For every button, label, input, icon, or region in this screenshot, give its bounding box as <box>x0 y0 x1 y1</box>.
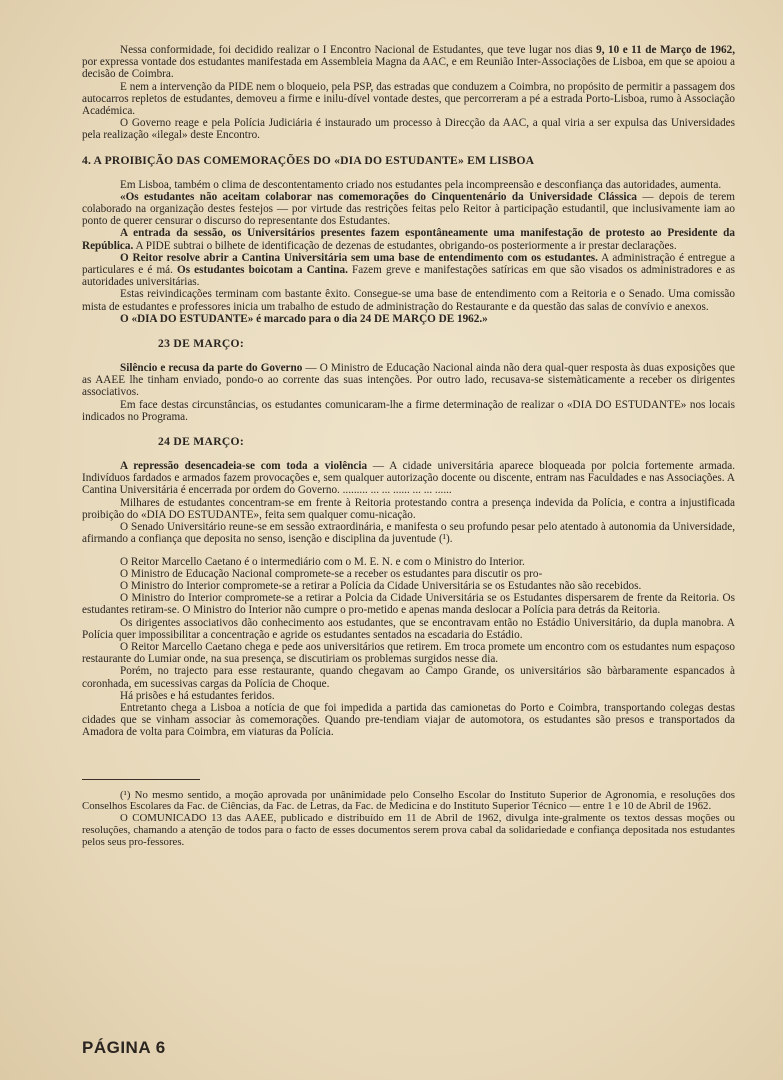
paragraph-mi-compromete-2: O Ministro do Interior compromete-se a retirar a Polcia da Cidade Universitária se os Estudantes dispersarem de frente da Reitoria. Os estudantes retiram-se. O Ministro do Interior não cumpre o pro-metido e apenas manda deslocar a Polícia para detrás da Reitoria. <box>82 592 735 617</box>
paragraph-mi-compromete-1: O Ministro do Interior compromete-se a retirar a Polícia da Cidade Universitária se os Estudantes não são recebidos. <box>120 579 642 592</box>
paragraph-governo-reage: O Governo reage e pela Polícia Judiciária é instaurado um processo à Direcção da AAC, a qual viria a ser expulsa das Universidades pela realização «ilegal» deste Encontro. <box>82 117 735 142</box>
footnote-divider <box>82 779 200 780</box>
paragraph-trajecto: Porém, no trajecto para esse restaurante, quando chegavam ao Campo Grande, os universitários são bàrbaramente espancados à coronhada, em sucessivas cargas da Polícia de Choque. <box>82 665 735 690</box>
paragraph-lisboa-clima: Em Lisboa, também o clima de descontentamento criado nos estudantes pela incompreensão e desconfiança das autoridades, aumenta. <box>120 178 722 191</box>
paragraph-senado: O Senado Universitário reune-se em sessão extraordinária, e manifesta o seu profundo pesar pelo atentado à autonomia da Universidade, afirmando a confiança que deposita no senso, isenção e disciplina da juventude (¹). <box>82 521 735 546</box>
paragraph-pide-bloqueio: E nem a intervenção da PIDE nem o bloqueio, pela PSP, das estradas que conduzem a Coimbra, no propósito de permitir a passagem dos autocarros repletos de estudantes, demoveu a firme e inilu-dível vontade destes, que percorreram a pé a estrada Porto-Lisboa, rumo à Associação Académica. <box>82 80 735 118</box>
footnotes <box>82 790 735 849</box>
footnote-1: (¹) No mesmo sentido, a moção aprovada por unânimidade pelo Conselho Escolar do Instituto Superior de Agronomia, e resoluções dos Conselhos Escolares da Fac. de Ciências, da Fac. de Letras, da Fac. de Medicina e do Instituto Superior Técnico — entre 1 e 10 de Abril de 1962. <box>82 788 735 813</box>
spacer <box>82 546 735 556</box>
paragraph-dia-estudante: O «DIA DO ESTUDANTE» é marcado para o dia 24 DE MARÇO DE 1962.» <box>120 312 488 325</box>
paragraph-prisoes: Há prisões e há estudantes feridos. <box>120 689 275 702</box>
paragraph-silencio: Silêncio e recusa da parte do Governo — O Ministro de Educação Nacional ainda não dera qual-quer resposta às duas exposições que as AAEE lhe tinham enviado, pondo-o ao corrente das suas intenções. Por outro lado, recusava-se sistemàticamente a receber os dirigentes associativos. <box>82 362 735 399</box>
section-heading: 4. A PROIBIÇÃO DAS COMEMORAÇÕES DO «DIA DO ESTUDANTE» EM LISBOA <box>82 153 535 167</box>
footnote-comunicado: O COMUNICADO 13 das AAEE, publicado e distribuído em 11 de Abril de 1962, divulga inte-gralmente os textos dessas moções ou resoluções, chamando a atenção de todos para o facto de esses documentos serem prova cabal da solidariedade e confiança depositada nos estudantes pelos seus pro-fessores. <box>82 812 735 848</box>
paragraph-camionetas: Entretanto chega a Lisboa a notícia de que foi impedida a partida das camionetas do Porto e Coimbra, transportando colegas destas cidades que se vinham associar às comemorações. Quando pre-tendiam viajar de automotora, os estudantes são presos e transportados da Amadora de volta para Coimbra, em viaturas da Polícia. <box>82 701 735 739</box>
date-heading-24-marco: 24 DE MARÇO: <box>158 435 245 449</box>
paragraph-manifestacao: A entrada da sessão, os Universitários presentes fazem espontâneamente uma manifestação de protesto ao Presidente da República. A PIDE subtrai o bilhete de identificação de dezenas de estudantes, obrigando-os posteriormente a ir prestar declarações. <box>82 227 735 252</box>
paragraph-dirigentes: Os dirigentes associativos dão conhecimento aos estudantes, que se encontravam então no Estádio Universitário, da dupla manobra. A Polícia quer impossibilitar a concentração e agride os estudantes sentados na escadaria do Estádio. <box>82 616 735 641</box>
paragraph-repressao: A repressão desencadeia-se com toda a violência — A cidade universitária aparece bloqueada por polcia fortemente armada. Indivíduos fardados e armados fazem provocações e, sem qualquer autorização docente ou discente, entram nas Faculdades e nas Associações. A Cantina Universitária é encerrada por ordem do Governo. ......... ... ... ...... ... ... ...... <box>82 460 735 497</box>
paragraph-reivindicacoes: Estas reivindicações terminam com bastante êxito. Consegue-se uma base de entendimento com a Reitoria e o Senado. Uma comissão mista de estudantes e professores inicia um trabalho de estudo de administração do Restaurante e da questão das salas de convívio e anexos. <box>82 288 735 313</box>
paragraph-cinquentenario: «Os estudantes não aceitam colaborar nas comemorações do Cinquentenário da Universidade Clássica — depois de terem colaborado na organização destes festejos — por virtude das restrições feitas pelo Reitor à participação estudantil, que inclusivamente iam ao ponto de querer censurar o discurso do representante dos Estudantes. <box>82 190 735 228</box>
paragraph-determinacao: Em face destas circunstâncias, os estudantes comunicaram-lhe a firme determinação de realizar o «DIA DO ESTUDANTE» nos locais indicados no Programa. <box>82 398 735 423</box>
paragraph-men-compromete: O Ministro de Educação Nacional compromete-se a receber os estudantes para discutir os pro- <box>120 567 543 580</box>
paragraph-cantina: O Reitor resolve abrir a Cantina Universitária sem uma base de entendimento com os estudantes. A administração é entregue a particulares e é má. Os estudantes boicotam a Cantina. Fazem greve e manifestações satíricas em que são visados os administradores e as autoridades universitárias. <box>82 251 735 289</box>
paragraph-encontro: Nessa conformidade, foi decidido realizar o I Encontro Nacional de Estudantes, que teve lugar nos dias 9, 10 e 11 de Março de 1962, por expressa vontade dos estudantes manifestada em Assembleia Magna da AAC, e em Reunião Inter-Associações de Lisboa, em que se apoiou a decisão de Coimbra. <box>82 44 735 81</box>
paragraph-reitoria: Milhares de estudantes concentram-se em frente à Reitoria protestando contra a presença indevida da Polícia, e contra a injustificada proibição do «DIA DO ESTUDANTE», feita sem qualquer comu-nicação. <box>82 496 735 521</box>
date-heading-23-marco: 23 DE MARÇO: <box>158 337 245 351</box>
paragraph-reitor-intermediario: O Reitor Marcello Caetano é o intermediário com o M. E. N. e com o Ministro do Interior. <box>120 555 525 568</box>
page-number: PÁGINA 6 <box>82 1038 166 1057</box>
paragraph-reitor-chega: O Reitor Marcello Caetano chega e pede aos universitários que retirem. Em troca promete um encontro com os estudantes num espaçoso restaurante do Lumiar onde, na sua presença, se discutiriam os problemas surgidos nesse dia. <box>82 640 735 666</box>
